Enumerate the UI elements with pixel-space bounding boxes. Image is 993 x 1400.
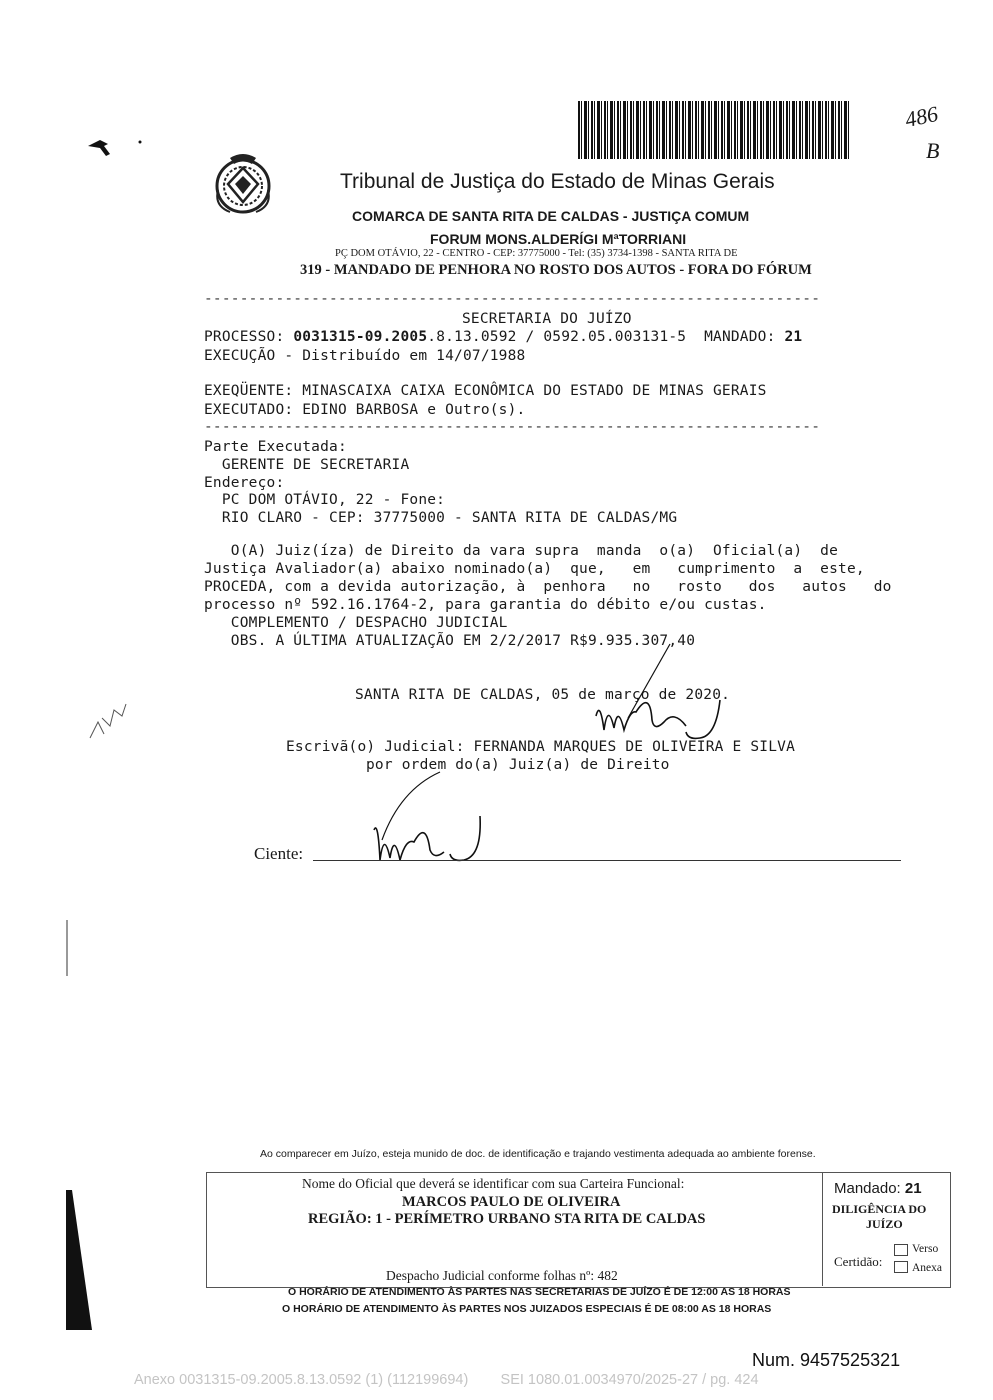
endereco-line-2: RIO CLARO - CEP: 37775000 - SANTA RITA DE CALDAS/MG <box>204 510 678 526</box>
horario-line-2: O HORÁRIO DE ATENDIMENTO ÀS PARTES NOS JUIZADOS ESPECIAIS É DE 08:00 AS 18 HORAS <box>282 1303 772 1315</box>
mandado-number: 21 <box>784 329 803 345</box>
notice-line: Ao comparecer em Juízo, esteja munido de doc. de identificação e trajando vestimenta adequada ao ambiente forense. <box>260 1148 816 1160</box>
comarca-line: COMARCA DE SANTA RITA DE CALDAS - JUSTIÇA COMUM <box>352 208 750 224</box>
barcode <box>578 101 850 159</box>
executado-line: EXECUTADO: EDINO BARBOSA e Outro(s). <box>204 402 526 418</box>
regiao-line: REGIÃO: 1 - PERÍMETRO URBANO STA RITA DE CALDAS <box>308 1211 706 1227</box>
escriva-line: Escrivã(o) Judicial: FERNANDA MARQUES DE OLIVEIRA E SILVA <box>286 739 795 755</box>
secretaria-heading: SECRETARIA DO JUÍZO <box>462 311 632 327</box>
verso-checkbox[interactable] <box>894 1244 908 1256</box>
parte-label: Parte Executada: <box>204 439 347 455</box>
exequente-line: EXEQÜENTE: MINASCAIXA CAIXA ECONÔMICA DO ESTADO DE MINAS GERAIS <box>204 383 767 399</box>
por-ordem-line: por ordem do(a) Juiz(a) de Direito <box>366 757 670 773</box>
page-stamp-number: 486 <box>902 100 941 133</box>
anexo-stamp: Anexo 0031315-09.2005.8.13.0592 (1) (112199694) SEI 1080.01.0034970/2025-27 / pg. 424 <box>134 1372 759 1388</box>
endereco-line-1: PC DOM OTÁVIO, 22 - Fone: <box>204 492 446 508</box>
processo-label: PROCESSO: <box>204 329 294 345</box>
oficial-box-divider <box>822 1172 823 1286</box>
scan-edge-mark <box>66 1190 96 1340</box>
ciente-line <box>313 860 901 861</box>
processo-number: 0031315-09.2005 <box>293 329 428 345</box>
mandado-box-number: 21 <box>904 1180 922 1197</box>
execucao-line: EXECUÇÃO - Distribuído em 14/07/1988 <box>204 348 526 364</box>
signature <box>360 760 500 870</box>
mandado-box <box>834 1180 922 1197</box>
forum-line: FORUM MONS.ALDERÍGI MªTORRIANI <box>430 231 687 247</box>
verso-label: Verso <box>912 1243 939 1255</box>
oficial-label: Nome do Oficial que deverá se identificar com sua Carteira Funcional: <box>302 1176 685 1191</box>
diligencia-line-1: DILIGÊNCIA DO <box>832 1202 927 1216</box>
num-id: Num. 9457525321 <box>752 1350 901 1370</box>
date-line: SANTA RITA DE CALDAS, 05 de março de 2020. <box>355 687 731 703</box>
paragraph-line-2: Justiça Avaliador(a) abaixo nominado(a) que, em cumprimento a este, <box>204 561 865 577</box>
coat-of-arms-icon <box>208 150 278 218</box>
anexa-label: Anexa <box>912 1262 943 1274</box>
complemento-line: COMPLEMENTO / DESPACHO JUDICIAL <box>204 615 508 631</box>
ciente-label: Ciente: <box>254 844 304 863</box>
oficial-name: MARCOS PAULO DE OLIVEIRA <box>402 1194 621 1210</box>
processo-line <box>204 328 802 346</box>
paragraph-line-4: processo nº 592.16.1764-2, para garantia do débito e/ou custas. <box>204 597 767 613</box>
despacho-line: Despacho Judicial conforme folhas nº: 482 <box>386 1268 618 1283</box>
scan-mark <box>86 134 146 164</box>
mandado-label: Mandado: <box>834 1180 905 1197</box>
address-line: PÇ DOM OTÁVIO, 22 - CENTRO - CEP: 37775000 - Tel: (35) 3734-1398 - SANTA RITA DE <box>335 248 738 259</box>
signature <box>590 640 750 750</box>
paragraph-line-1: O(A) Juiz(íza) de Direito da vara supra manda o(a) Oficial(a) de <box>204 543 839 559</box>
page-stamp-letter: B <box>926 138 940 163</box>
separator-middle: --------------------------------------------------------------------- <box>204 419 821 435</box>
horario-line-1: O HORÁRIO DE ATENDIMENTO ÀS PARTES NAS SECRETARIAS DE JUÍZO É DE 12:00 AS 18 HORAS <box>288 1286 791 1298</box>
endereco-label: Endereço: <box>204 475 285 491</box>
diligencia-line-2: JUÍZO <box>866 1217 903 1231</box>
margin-initials <box>84 698 134 748</box>
anexa-checkbox[interactable] <box>894 1261 908 1273</box>
certidao-label: Certidão: <box>834 1254 883 1269</box>
document-title: 319 - MANDADO DE PENHORA NO ROSTO DOS AUTOS - FORA DO FÓRUM <box>300 262 812 278</box>
separator-top: --------------------------------------------------------------------- <box>204 291 821 307</box>
parte-name: GERENTE DE SECRETARIA <box>204 457 410 473</box>
paragraph-line-3: PROCEDA, com a devida autorização, à penhora no rosto dos autos do <box>204 579 892 595</box>
processo-rest: .8.13.0592 / 0592.05.003131-5 MANDADO: <box>427 329 785 345</box>
obs-line: OBS. A ÚLTIMA ATUALIZAÇÃO EM 2/2/2017 R$9.935.307,40 <box>204 633 696 649</box>
scan-edge-line <box>66 920 68 976</box>
court-name: Tribunal de Justiça do Estado de Minas Gerais <box>340 170 775 193</box>
